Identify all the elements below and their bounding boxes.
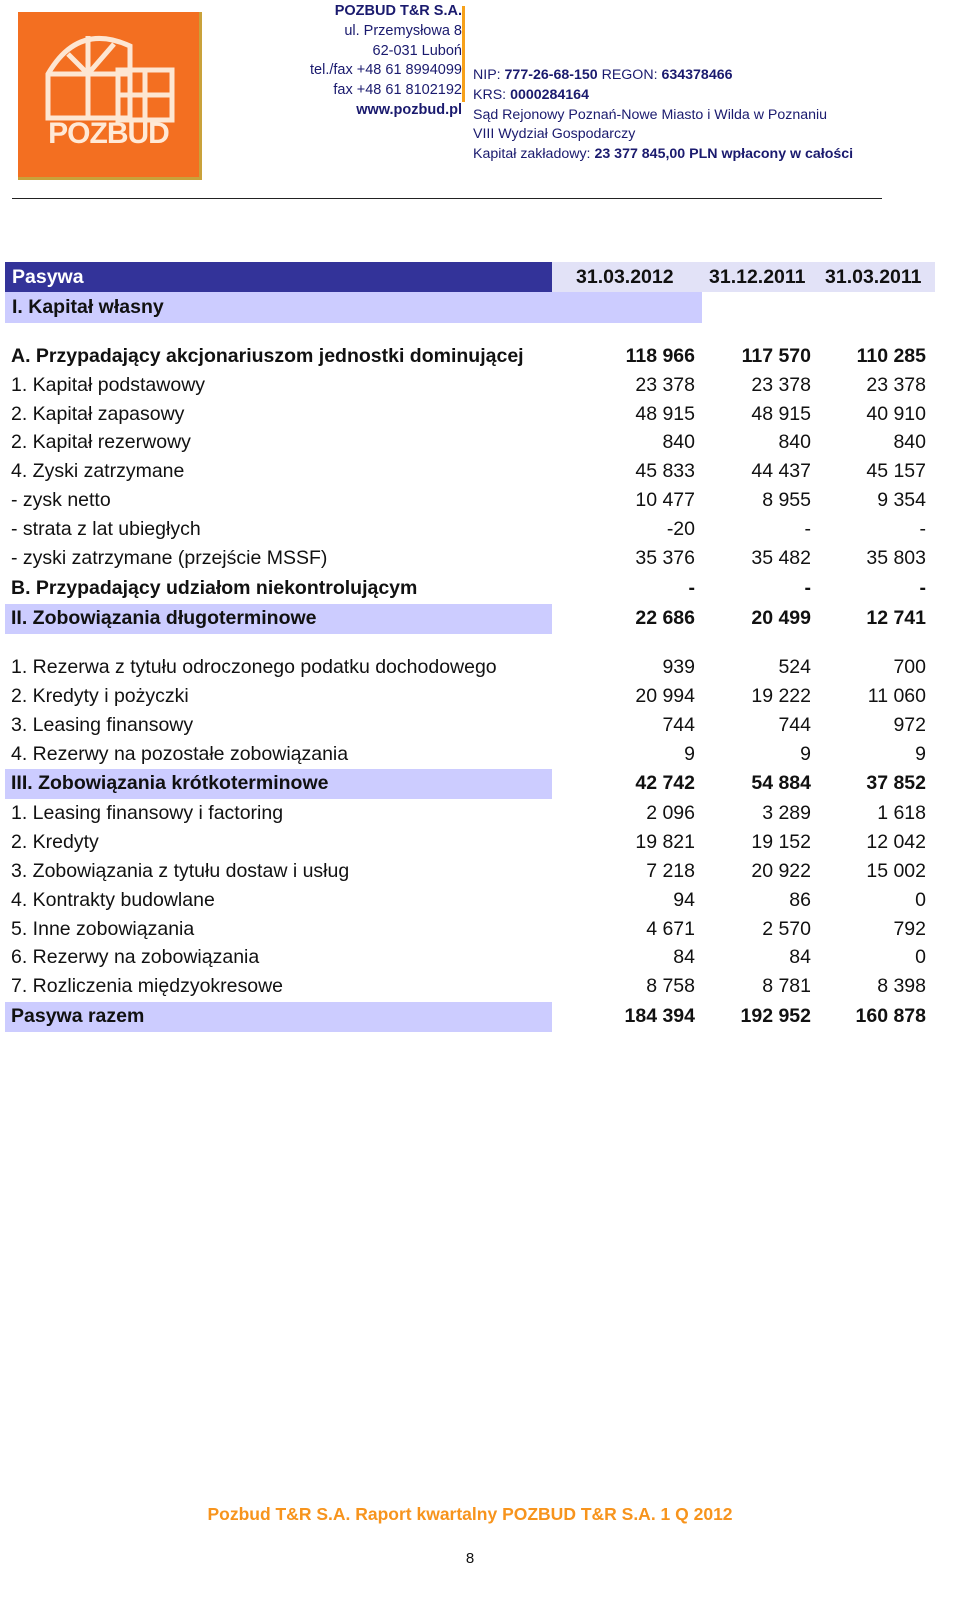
row-label: - strata z lat ubiegłych [11, 517, 201, 540]
row-label: 4. Kontrakty budowlane [11, 888, 215, 911]
row-value-1: 2 096 [646, 802, 695, 825]
row-value-3: 160 878 [855, 1004, 926, 1027]
krs-value: 0000284164 [510, 86, 589, 103]
row-value-3: 9 [915, 742, 926, 765]
krs-line: KRS: 0000284164 [473, 86, 589, 103]
footer-text: Pozbud T&R S.A. Raport kwartalny POZBUD T&R S.A. 1 Q 2012 [207, 1504, 733, 1524]
table-row [5, 544, 935, 573]
liabilities-table [5, 262, 935, 1032]
column-date-2: 31.12.2011 [709, 266, 806, 288]
capital-value: 23 377 845,00 PLN wpłacony w całości [594, 146, 854, 163]
row-value-1: 4 671 [646, 917, 695, 940]
row-value-2: 19 152 [751, 831, 811, 854]
row-label: 1. Leasing finansowy i factoring [11, 802, 284, 825]
row-value-2: - [804, 517, 811, 540]
row-value-1: 939 [662, 656, 695, 679]
row-value-1: 184 394 [624, 1004, 695, 1027]
row-value-3: 40 910 [866, 402, 926, 425]
row-value-2: 192 952 [740, 1004, 811, 1027]
column-date-3: 31.03.2011 [825, 266, 922, 288]
nip-value: 777-26-68-150 [504, 67, 598, 83]
row-value-3: 840 [893, 431, 926, 454]
row-value-2: 20 499 [751, 607, 811, 630]
row-value-3: - [919, 577, 926, 600]
row-label: 2. Kapitał zapasowy [11, 402, 185, 425]
row-value-3: 700 [893, 656, 926, 679]
row-value-3: 15 002 [866, 859, 926, 882]
row-label: 4. Rezerwy na pozostałe zobowiązania [11, 742, 349, 765]
company-fax: fax +48 61 8102192 [333, 82, 462, 99]
table-row [5, 886, 935, 915]
court-line: Sąd Rejonowy Poznań-Nowe Miasto i Wilda w Poznaniu [473, 106, 828, 123]
row-value-3: 8 398 [877, 975, 926, 998]
row-value-2: 84 [789, 946, 811, 969]
row-value-2: 19 222 [751, 684, 811, 707]
row-value-1: 10 477 [635, 488, 695, 511]
row-value-2: 8 781 [762, 975, 811, 998]
table-row [5, 711, 935, 740]
company-tel: tel./fax +48 61 8994099 [310, 62, 462, 79]
row-value-1: - [688, 577, 695, 600]
table-row [5, 574, 935, 603]
division-line: VIII Wydział Gospodarczy [473, 126, 636, 143]
company-legal-info [473, 66, 853, 165]
table-row [5, 740, 935, 769]
company-city: 62-031 Luboń [372, 42, 462, 59]
row-label: 7. Rozliczenia międzyokresowe [11, 975, 284, 998]
row-value-2: 35 482 [751, 546, 811, 569]
table-title: Pasywa [12, 266, 84, 288]
row-value-3: 12 042 [866, 831, 926, 854]
row-value-1: 45 833 [635, 460, 695, 483]
row-value-2: 54 884 [751, 772, 811, 795]
row-label: 3. Leasing finansowy [11, 713, 194, 736]
equity-section-header [5, 292, 935, 323]
row-label: 2. Kredyty [11, 831, 99, 854]
row-value-2: 23 378 [751, 373, 811, 396]
table-row [5, 371, 935, 400]
nip-regon-line: NIP: 777-26-68-150 REGON: 634378466 [473, 67, 733, 83]
table-row [5, 682, 935, 711]
row-value-1: 118 966 [625, 345, 695, 367]
row-value-2: - [804, 577, 811, 600]
row-label: 2. Kredyty i pożyczki [11, 684, 189, 707]
row-value-1: 23 378 [635, 373, 695, 396]
table-row [5, 342, 935, 371]
header-divider [462, 6, 465, 102]
logo-text: POZBUD [48, 117, 169, 150]
row-value-3: 110 285 [856, 345, 926, 367]
page-number: 8 [465, 1550, 475, 1567]
row-value-3: - [919, 517, 926, 540]
company-website[interactable]: www.pozbud.pl [356, 101, 462, 118]
row-value-1: 20 994 [635, 684, 695, 707]
row-value-3: 1 618 [877, 802, 926, 825]
row-value-3: 23 378 [866, 373, 926, 396]
table-row [5, 486, 935, 515]
row-label: A. Przypadający akcjonariuszom jednostki dominującej [11, 345, 524, 367]
table-row [5, 769, 935, 799]
row-label: B. Przypadający udziałom niekontrolującym [11, 577, 418, 600]
table-row [5, 799, 935, 828]
row-label: 6. Rezerwy na zobowiązania [11, 946, 260, 969]
row-value-1: 9 [684, 742, 695, 765]
row-value-1: 94 [673, 888, 695, 911]
row-label: 4. Zyski zatrzymane [11, 460, 185, 483]
table-row [5, 943, 935, 972]
row-value-2: 48 915 [751, 402, 811, 425]
row-value-2: 840 [778, 431, 811, 454]
row-label: Pasywa razem [11, 1004, 145, 1027]
row-value-2: 117 570 [741, 345, 811, 367]
row-value-1: 22 686 [635, 607, 695, 630]
row-value-2: 86 [789, 888, 811, 911]
row-value-2: 3 289 [762, 802, 811, 825]
row-label: 1. Kapitał podstawowy [11, 373, 206, 396]
row-value-3: 37 852 [866, 772, 926, 795]
row-value-1: 8 758 [646, 975, 695, 998]
row-label: III. Zobowiązania krótkoterminowe [11, 772, 329, 795]
row-value-2: 44 437 [751, 460, 811, 483]
row-value-1: -20 [666, 517, 695, 540]
row-value-1: 744 [662, 713, 695, 736]
table-row [5, 653, 935, 682]
row-value-3: 792 [893, 917, 926, 940]
table-row [5, 857, 935, 886]
row-value-3: 0 [915, 888, 926, 911]
row-value-1: 840 [662, 431, 695, 454]
row-value-2: 2 570 [762, 917, 811, 940]
row-value-1: 84 [673, 946, 695, 969]
row-value-1: 7 218 [646, 859, 695, 882]
row-label: - zysk netto [11, 488, 111, 511]
company-address [270, 2, 462, 121]
table-row [5, 972, 935, 1001]
row-value-3: 35 803 [866, 546, 926, 569]
row-value-2: 9 [800, 742, 811, 765]
capital-line: Kapitał zakładowy: 23 377 845,00 PLN wpłacony w całości [473, 146, 854, 163]
table-row [5, 515, 935, 544]
column-date-1: 31.03.2012 [576, 266, 674, 288]
row-label: 5. Inne zobowiązania [11, 917, 195, 940]
row-value-2: 744 [778, 713, 811, 736]
table-header-row [5, 262, 935, 292]
row-value-1: 48 915 [635, 402, 695, 425]
company-logo [18, 12, 202, 180]
company-street: ul. Przemysłowa 8 [344, 22, 462, 39]
regon-value: 634378466 [661, 67, 733, 83]
row-value-3: 11 060 [867, 684, 926, 707]
row-value-3: 45 157 [866, 460, 926, 483]
row-value-2: 524 [778, 656, 811, 679]
table-row [5, 1002, 935, 1032]
equity-title: I. Kapitał własny [12, 296, 164, 318]
table-row [5, 915, 935, 944]
row-value-1: 42 742 [635, 772, 695, 795]
table-row [5, 828, 935, 857]
row-label: 2. Kapitał rezerwowy [11, 431, 191, 454]
row-value-3: 972 [893, 713, 926, 736]
row-label: - zyski zatrzymane (przejście MSSF) [11, 546, 328, 569]
header-rule [12, 198, 882, 199]
window-icon [38, 26, 182, 126]
row-label: 3. Zobowiązania z tytułu dostaw i usług [11, 859, 350, 882]
row-value-3: 0 [915, 946, 926, 969]
row-value-3: 9 354 [877, 488, 926, 511]
row-value-2: 20 922 [751, 859, 811, 882]
table-row [5, 400, 935, 429]
row-value-2: 8 955 [762, 488, 811, 511]
table-row [5, 457, 935, 486]
row-value-1: 35 376 [635, 546, 695, 569]
row-label: 1. Rezerwa z tytułu odroczonego podatku dochodowego [11, 656, 497, 679]
row-value-3: 12 741 [866, 607, 926, 630]
row-label: II. Zobowiązania długoterminowe [11, 607, 317, 630]
table-row [5, 428, 935, 457]
company-name: POZBUD T&R S.A. [334, 3, 462, 19]
row-value-1: 19 821 [635, 831, 695, 854]
table-row [5, 604, 935, 634]
